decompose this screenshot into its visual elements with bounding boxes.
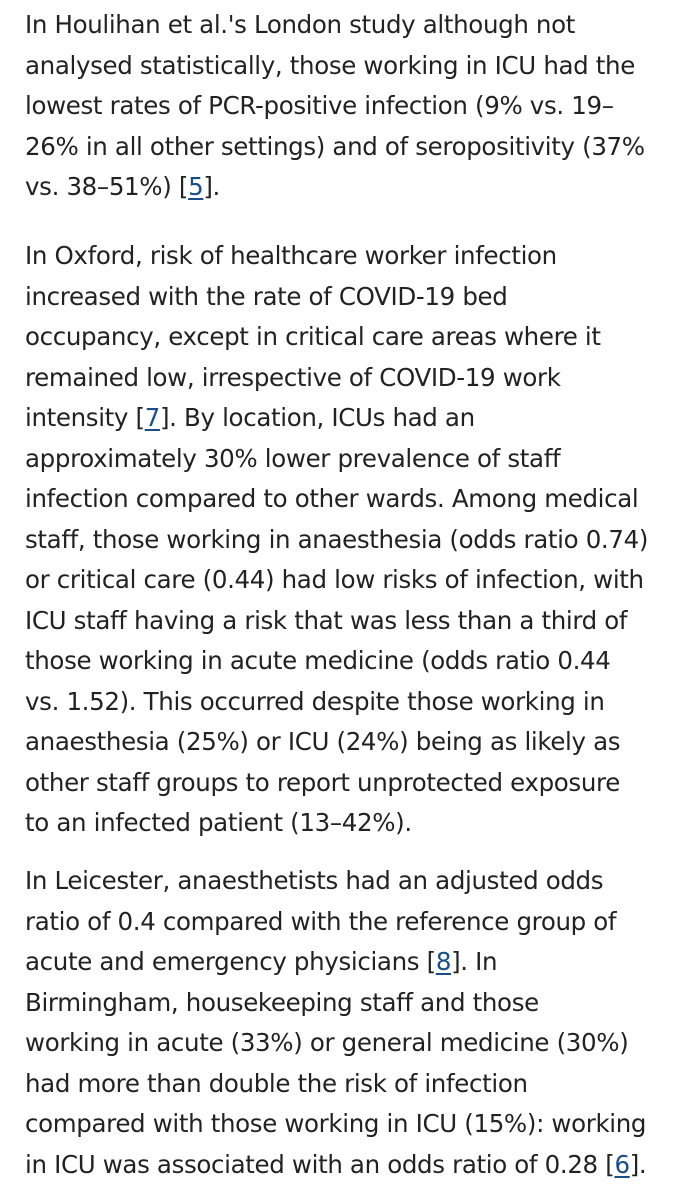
text-line: vs. 1.52). This occurred despite those working in (25, 686, 605, 716)
text-line: to an infected patient (13–42%). (25, 808, 412, 837)
paragraph-london (25, 5, 675, 208)
text-line (25, 167, 675, 208)
paragraph-oxford (25, 236, 675, 844)
text-line: those working in acute medicine (odds ratio 0.44 (25, 646, 611, 675)
text-line: anaesthesia (25%) or ICU (24%) being as likely as (25, 727, 621, 756)
citation-link-7[interactable]: 7 (144, 403, 160, 432)
text-segment: in ICU was associated with an odds ratio of 0.28 [ (25, 1149, 615, 1179)
text-line: compared with those working in ICU (15%): working (25, 1109, 647, 1138)
text-line: ICU staff having a risk that was less than a third of (25, 605, 628, 635)
text-line: In Houlihan et al.'s London study although not (25, 10, 576, 39)
text-line: Birmingham, housekeeping staff and those (25, 987, 539, 1017)
text-segment: ]. In (451, 947, 498, 976)
text-segment: vs. 38–51%) [ (25, 172, 189, 201)
text-line: increased with the rate of COVID-19 bed (25, 281, 508, 311)
text-line: had more than double the risk of infection (25, 1068, 528, 1098)
text-line: approximately 30% lower prevalence of staff (25, 443, 561, 473)
text-segment: ]. (203, 172, 220, 201)
text-line: analysed statistically, those working in ICU had the (25, 50, 635, 80)
text-line: working in acute (33%) or general medicine (30%) (25, 1028, 629, 1057)
text-line: other staff groups to report unprotected exposure (25, 767, 620, 797)
text-segment: acute and emergency physicians [ (25, 947, 436, 976)
text-segment: ]. By location, ICUs had an (159, 403, 475, 432)
text-line (25, 942, 675, 983)
citation-link-8[interactable]: 8 (435, 947, 452, 976)
text-line: In Leicester, anaesthetists had an adjusted odds (25, 866, 604, 895)
text-segment: ]. (629, 1149, 647, 1179)
text-line: or critical care (0.44) had low risks of infection, with (25, 565, 644, 594)
citation-link-5[interactable]: 5 (188, 172, 204, 201)
text-line: staff, those working in anaesthesia (odds ratio 0.74) (25, 524, 649, 554)
text-line: 26% in all other settings) and of seropositivity (37% (25, 131, 645, 161)
text-line: occupancy, except in critical care areas where it (25, 322, 601, 351)
text-line: ratio of 0.4 compared with the reference group of (25, 906, 617, 936)
paragraph-leicester-birmingham (25, 861, 675, 1185)
text-line (25, 398, 675, 439)
text-line: remained low, irrespective of COVID-19 work (25, 362, 561, 392)
text-line: lowest rates of PCR-positive infection (9% vs. 19– (25, 91, 614, 120)
citation-link-6[interactable]: 6 (614, 1149, 630, 1179)
text-line (25, 1145, 675, 1186)
text-segment: intensity [ (25, 403, 145, 432)
text-line: infection compared to other wards. Among medical (25, 484, 639, 513)
text-line: In Oxford, risk of healthcare worker infection (25, 241, 557, 270)
